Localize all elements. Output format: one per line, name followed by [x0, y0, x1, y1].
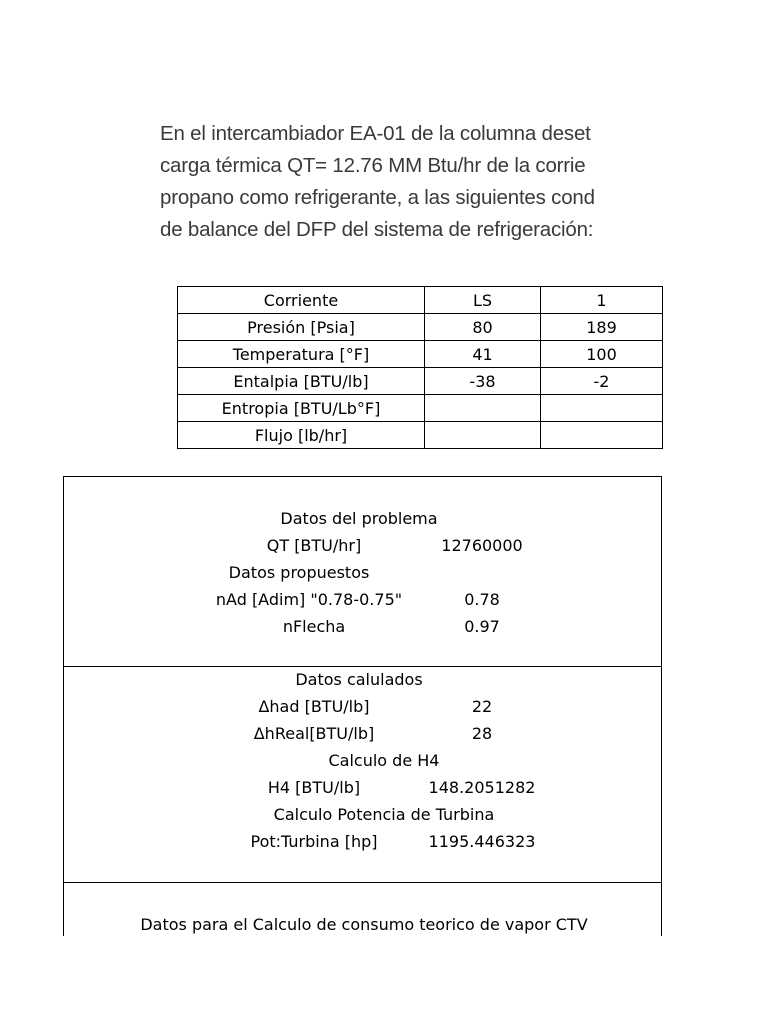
table-cell: -38	[425, 368, 541, 395]
calculated-data-heading: Datos calulados	[295, 670, 423, 689]
statement-line-1: En el intercambiador EA-01 de la columna deset	[160, 122, 591, 145]
h4-value: 148.2051282	[428, 778, 536, 797]
turbine-power-label: Pot:Turbina [hp]	[250, 832, 378, 851]
stream-properties-table	[177, 286, 663, 449]
table-cell: 100	[541, 341, 663, 368]
qt-label: QT [BTU/hr]	[266, 536, 362, 555]
h4-label: H4 [BTU/lb]	[267, 778, 361, 797]
ctv-heading: Datos para el Calculo de consumo teorico de vapor CTV	[140, 915, 588, 934]
table-cell	[541, 422, 663, 449]
nad-value: 0.78	[464, 590, 500, 609]
table-cell: Presión [Psia]	[178, 314, 425, 341]
table-cell: 80	[425, 314, 541, 341]
statement-line-3: propano como refrigerante, a las siguientes cond	[160, 186, 595, 209]
table-cell: Flujo [lb/hr]	[178, 422, 425, 449]
table-row	[178, 314, 663, 341]
statement-line-2: carga térmica QT= 12.76 MM Btu/hr de la corrie	[160, 154, 586, 177]
table-cell	[425, 395, 541, 422]
problem-statement	[160, 118, 660, 246]
ctv-data-box	[63, 883, 662, 936]
qt-value: 12760000	[441, 536, 523, 555]
table-cell: LS	[425, 287, 541, 314]
table-cell: Temperatura [°F]	[178, 341, 425, 368]
proposed-data-heading: Datos propuestos	[228, 563, 370, 582]
table-cell	[541, 395, 663, 422]
nad-label: nAd [Adim] "0.78-0.75"	[215, 590, 403, 609]
h4-heading: Calculo de H4	[328, 751, 440, 770]
had-value: 22	[471, 697, 493, 716]
table-row	[178, 422, 663, 449]
table-cell	[425, 422, 541, 449]
turbine-power-value: 1195.446323	[428, 832, 536, 851]
table-row	[178, 341, 663, 368]
calculated-data-box	[63, 666, 662, 883]
table-cell: 41	[425, 341, 541, 368]
table-cell: Entropia [BTU/Lb°F]	[178, 395, 425, 422]
statement-line-4: de balance del DFP del sistema de refrigeración:	[160, 218, 594, 241]
had-label: Δhad [BTU/lb]	[258, 697, 370, 716]
problem-data-box	[63, 476, 662, 667]
table-row	[178, 287, 663, 314]
table-cell: 189	[541, 314, 663, 341]
table-row	[178, 368, 663, 395]
nflecha-label: nFlecha	[282, 617, 346, 636]
table-cell: Entalpia [BTU/lb]	[178, 368, 425, 395]
nflecha-value: 0.97	[464, 617, 500, 636]
problem-data-heading: Datos del problema	[280, 509, 438, 528]
table-cell: -2	[541, 368, 663, 395]
turbine-power-heading: Calculo Potencia de Turbina	[273, 805, 495, 824]
table-row	[178, 395, 663, 422]
hreal-value: 28	[471, 724, 493, 743]
table-cell: 1	[541, 287, 663, 314]
hreal-label: ΔhReal[BTU/lb]	[253, 724, 375, 743]
table-cell: Corriente	[178, 287, 425, 314]
